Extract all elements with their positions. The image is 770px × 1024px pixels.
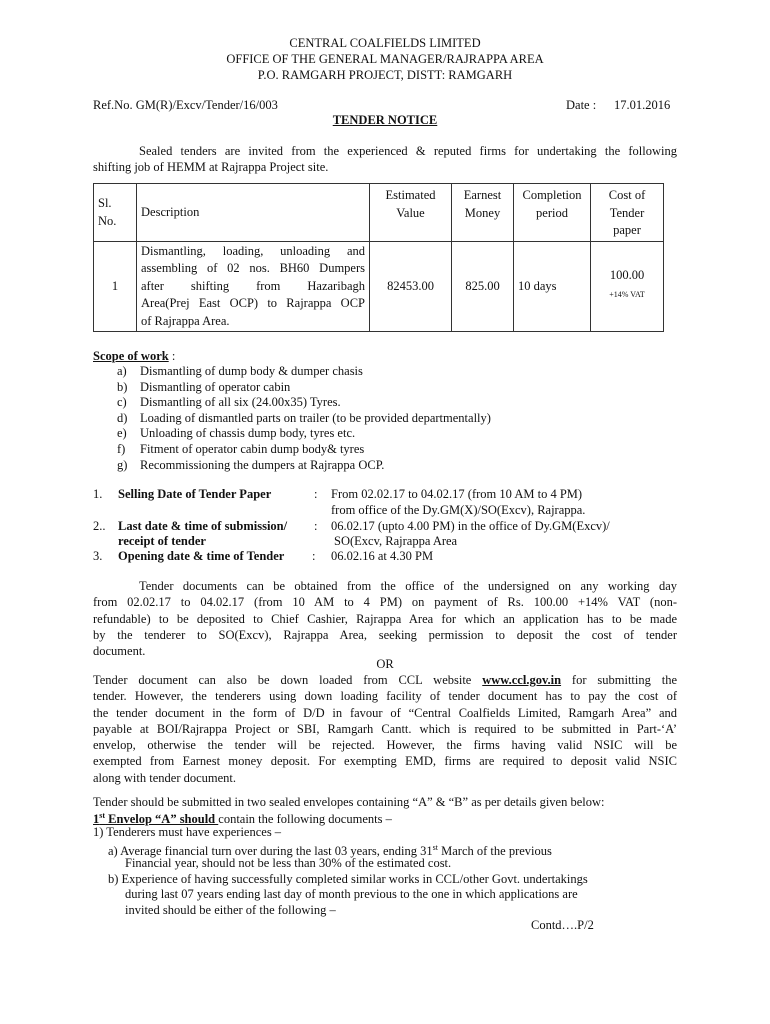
row-cost (591, 242, 664, 332)
schedule-value-3: 06.02.16 at 4.30 PM (331, 549, 434, 563)
requirement-a: a) Average financial turn over during the last 03 years, ending 31st March of the previous (108, 843, 552, 859)
schedule-colon-2: : (314, 519, 318, 533)
org-name: CENTRAL COALFIELDS LIMITED (289, 36, 481, 50)
paragraph-line: exempted from Earnest money deposit. For exempting EMD, firms are required to deposit valid NSIC (93, 754, 677, 769)
scope-label: Scope of work (93, 349, 169, 363)
list-key: e) (117, 426, 127, 441)
download-paragraph (93, 672, 677, 786)
list-text: Recommissioning the dumpers at Rajrappa OCP. (140, 457, 385, 472)
header-earnest-line: Earnest (463, 188, 502, 202)
schedule-num-2: 2.. (93, 519, 106, 533)
schedule-num-1: 1. (93, 487, 103, 501)
scope-colon: : (171, 349, 176, 363)
header-estimated-line: Value (396, 205, 425, 220)
requirement-a-cont: Financial year, should not be less than 30% of the estimated cost. (125, 856, 452, 870)
list-text: Loading of dismantled parts on trailer (to be provided departmentally) (140, 410, 491, 425)
envelopes-intro: Tender should be submitted in two sealed envelopes containing “A” & “B” as per details given below: (93, 795, 605, 809)
list-key: a) (117, 364, 127, 378)
list-key: g) (117, 457, 128, 472)
schedule-label-2a: Last date & time of submission/ (118, 519, 288, 533)
or-separator: OR (376, 657, 394, 671)
intro-paragraph (93, 143, 677, 176)
header-completion-line: Completion (522, 188, 582, 202)
page-title: TENDER NOTICE (332, 113, 438, 127)
office-name: OFFICE OF THE GENERAL MANAGER/RAJRAPPA AREA (226, 52, 544, 66)
header-description: Description (137, 184, 370, 242)
table-header-row (94, 184, 664, 242)
list-text: Dismantling of all six (24.00x35) Tyres. (140, 395, 341, 410)
paragraph-line: by the tenderer to SO(Excv), Rajrappa Area, seeking permission to deposit the cost of tender (93, 627, 677, 642)
documents-paragraph (93, 578, 677, 659)
header-completion (514, 184, 591, 242)
intro-line: Sealed tenders are invited from the experienced & reputed firms for undertaking the following (139, 144, 677, 158)
paragraph-line: envelop, otherwise the tender will be rejected. However, the firms having valid NSIC will be (93, 738, 677, 753)
date-value: 17.01.2016 (614, 98, 671, 112)
list-key: b) (117, 379, 128, 394)
header-cost-line: paper (613, 223, 641, 237)
list-text: Dismantling of operator cabin (140, 379, 291, 394)
paragraph-line: refundable) to be deposited to Chief Cashier, Rajrappa Area for which an application has to be made (93, 611, 677, 626)
list-key: c) (117, 395, 127, 410)
list-text: Unloading of chassis dump body, tyres etc. (140, 426, 356, 441)
row-completion: 10 days (514, 242, 591, 332)
header-cost-line: Cost of (608, 188, 646, 202)
row-estimated: 82453.00 (370, 242, 452, 332)
tender-table (93, 183, 664, 332)
list-item (117, 411, 491, 427)
schedule-value-2a: 06.02.17 (upto 4.00 PM) in the office of Dy.GM(Excv)/ (331, 519, 610, 533)
header-estimated-line: Estimated (385, 188, 436, 202)
paragraph-line: the tender document in the form of D/D in favour of “Central Coalfields Limited, Ramgarh Area” and (93, 705, 677, 720)
row-cost-value: 100.00 (609, 267, 645, 282)
header-estimated (370, 184, 452, 242)
paragraph-text: Tender document can also be down loaded from CCL website (93, 673, 483, 687)
envelope-a-label: 1st Envelop “A” should (93, 811, 219, 827)
scope-list (117, 364, 491, 473)
envelope-a-text: contain the following documents – (218, 812, 392, 827)
requirement-b: b) Experience of having successfully completed similar works in CCL/other Govt. undertakings (108, 872, 588, 886)
row-description-line: after shifting from Hazaribagh (141, 278, 365, 293)
schedule-num-3: 3. (93, 549, 103, 563)
paragraph-line (93, 672, 677, 688)
list-item (117, 380, 491, 396)
paragraph-line: payable at BOI/Rajrappa Project or SBI, Ramgarh Cantt. which is required to be submitted in Part-‘A’ (93, 721, 677, 736)
list-item (117, 395, 491, 411)
list-item (117, 442, 491, 458)
header-cost-line: Tender (609, 205, 645, 220)
row-description-line: assembling of 02 nos. BH60 Dumpers (141, 261, 365, 276)
list-item (117, 458, 491, 474)
header-earnest (452, 184, 514, 242)
list-key: d) (117, 410, 128, 425)
paragraph-line: tender. However, the tenderers using down loading facility of tender document has to pay the cost of (93, 689, 677, 704)
header-sl-line: Sl. (98, 196, 112, 210)
paragraph-text: for submitting the (561, 673, 677, 687)
paragraph-line: document. (93, 644, 146, 659)
date-label: Date : (566, 98, 597, 112)
table-row (94, 242, 664, 332)
list-item (117, 426, 491, 442)
schedule-colon-1: : (314, 487, 318, 501)
header-earnest-line: Money (464, 205, 501, 220)
row-description-line: of Rajrappa Area. (141, 313, 230, 328)
requirement-b-cont: invited should be either of the following – (125, 903, 336, 917)
schedule-label-1: Selling Date of Tender Paper (118, 487, 272, 501)
list-key: f) (117, 441, 126, 456)
requirement-b-cont: during last 07 years ending last day of month previous to the one in which applications are (125, 887, 578, 901)
header-completion-line: period (536, 205, 568, 220)
scope-heading (93, 348, 175, 364)
ccl-website-link[interactable]: www.ccl.gov.in (482, 673, 562, 687)
intro-line: shifting job of HEMM at Rajrappa Project site. (93, 160, 329, 175)
list-text: Fitment of operator cabin dump body& tyres (140, 441, 365, 456)
list-text: Dismantling of dump body & dumper chasis (140, 364, 363, 378)
row-cost-note: +14% VAT (609, 290, 645, 300)
schedule-value-2b: SO(Excv, Rajrappa Area (334, 534, 458, 548)
paragraph-line: along with tender document. (93, 770, 237, 785)
list-item (117, 364, 491, 380)
row-description-line: Dismantling, loading, unloading and (141, 243, 365, 258)
header-cost (591, 184, 664, 242)
requirement-1: 1) Tenderers must have experiences – (93, 825, 282, 839)
schedule-label-2b: receipt of tender (118, 534, 206, 548)
row-earnest: 825.00 (452, 242, 514, 332)
schedule-value-1a: From 02.02.17 to 04.02.17 (from 10 AM to 4 PM) (331, 487, 583, 501)
row-sl: 1 (94, 242, 137, 332)
header-sl-line: No. (98, 213, 117, 228)
schedule-label-3: Opening date & time of Tender (118, 549, 285, 563)
row-description-line: Area(Prej East OCP) to Rajrappa OCP (141, 296, 365, 311)
schedule-value-1b: from office of the Dy.GM(X)/SO(Excv), Rajrappa. (331, 503, 586, 517)
paragraph-line: from 02.02.17 to 04.02.17 (from 10 AM to 4 PM) on payment of Rs. 100.00 +14% VAT (non- (93, 595, 677, 610)
reference-number: Ref.No. GM(R)/Excv/Tender/16/003 (93, 98, 278, 112)
office-address: P.O. RAMGARH PROJECT, DISTT: RAMGARH (257, 68, 513, 82)
continued-note: Contd….P/2 (531, 918, 594, 932)
schedule-colon-3: : (312, 549, 316, 563)
header-sl (94, 184, 137, 242)
paragraph-line: Tender documents can be obtained from the office of the undersigned on any working day (139, 579, 677, 593)
row-description (137, 242, 370, 332)
